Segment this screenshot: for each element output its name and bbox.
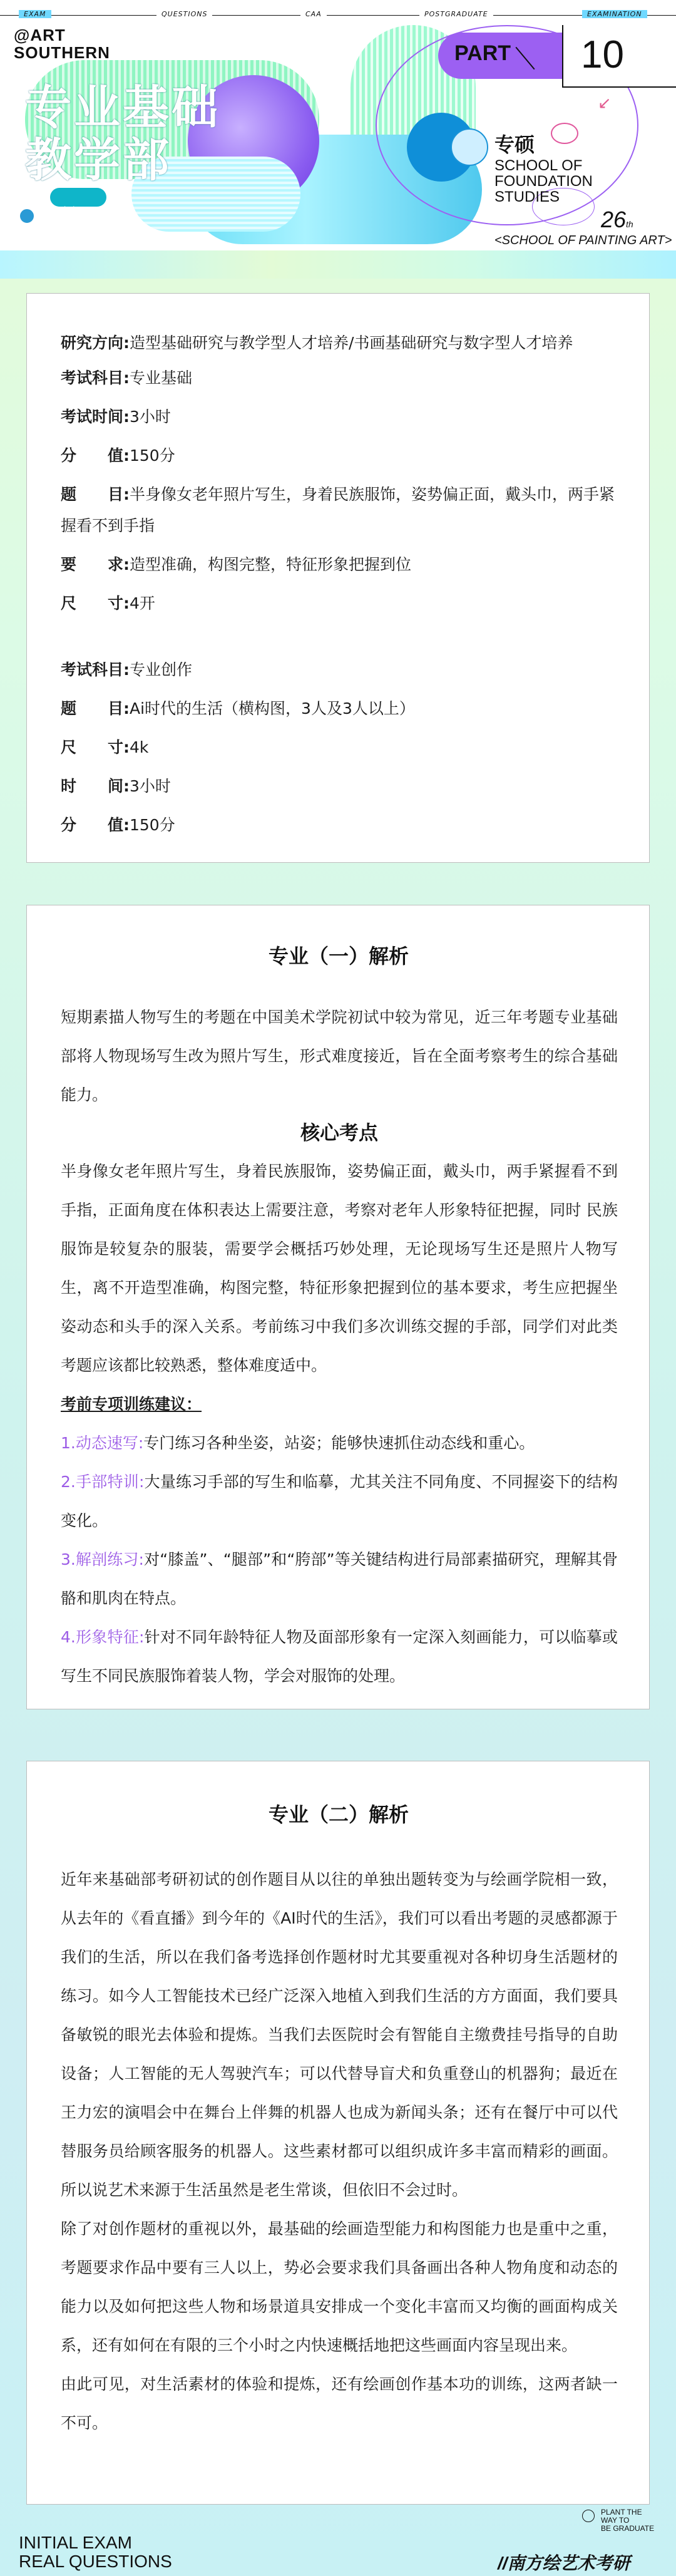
brand-line: @ART	[14, 26, 66, 44]
title-line: 专业基础	[25, 81, 220, 135]
school-name	[494, 158, 593, 205]
row-value: 4k	[130, 738, 149, 756]
brand-line: SOUTHERN	[14, 43, 110, 62]
row-value: 专业创作	[130, 661, 193, 679]
footer-small-line: BE GRADUATE	[601, 2524, 655, 2533]
row-label: 尺 寸:	[61, 594, 130, 612]
top-tag-bar	[0, 9, 676, 23]
row-value: 150分	[130, 446, 175, 465]
row-value: 造型基础研究与教学型人才培养/书画基础研究与数字型人才培养	[130, 334, 573, 352]
top-tag: CAA	[300, 10, 327, 18]
row-label: 分 值:	[61, 816, 130, 834]
header-banner	[0, 0, 676, 279]
footer-small-line: PLANT THE	[601, 2508, 642, 2517]
top-tag: POSTGRADUATE	[419, 10, 493, 18]
footer-line: INITIAL EXAM	[19, 2533, 133, 2552]
info-row	[61, 728, 618, 767]
page-title	[25, 81, 220, 187]
row-value: 专业基础	[130, 369, 193, 387]
info-row	[61, 545, 618, 584]
days-number: 26	[601, 207, 627, 232]
advice-label: 4.形象特征:	[61, 1628, 145, 1646]
info-row	[61, 806, 618, 845]
direction-row	[61, 327, 618, 359]
paragraph: 近年来基础部考研初试的创作题目从以往的单独出题转变为与绘画学院相一致，从去年的《看直播》到今年的《AI时代的生活》，我们可以看出考题的灵感都源于我们的生活，所以在我们备考选择创作题材时尤其要重视对各种切身生活题材的练习。如今人工智能技术已经广泛深入地植入到我们生活的方方面面，我们要具备敏锐的眼光去体验和提炼。当我们去医院时会有智能自主缴费挂号指导的自助设备；人工智能的无人驾驶汽车；可以代替导盲犬和负重登山的机器狗；最近在王力宏的演唱会中在舞台上伴舞的机器人也成为新闻头条；还有在餐厅中可以代替服务员给顾客服务的机器人。这些素材都可以组织成许多丰富而精彩的画面。所以说艺术来源于生活虽然是老生常谈，但依旧不会过时。	[61, 1870, 618, 2199]
logo-line: 绘梦南方	[41, 205, 79, 217]
info-row	[61, 689, 618, 728]
plant-icon	[582, 2510, 595, 2522]
part-label: PART	[454, 41, 511, 65]
analysis-two-card	[26, 1761, 650, 2505]
days-counter	[601, 207, 633, 233]
advice-item	[61, 1618, 618, 1696]
paragraph: 除了对创作题材的重视以外，最基础的绘画造型能力和构图能力也是重中之重，考题要求作品中要有三人以上，势必会要求我们具备画出各种人物角度和动态的能力以及如何把这些人物和场景道具安排成一个变化丰富而又均衡的画面构成关系，还有如何在有限的三个小时之内快速概括地把这些画面内容呈现出来。	[61, 2220, 618, 2354]
advice-item	[61, 1463, 618, 1540]
advice-title-text: 考前专项训练建议：	[61, 1395, 202, 1413]
advice-label: 2.手部特训:	[61, 1473, 145, 1491]
info-row	[61, 475, 618, 545]
row-value: Ai时代的生活（横构图，3人及3人以上）	[130, 699, 415, 718]
row-label: 题 目:	[61, 699, 130, 718]
advice-item	[61, 1424, 618, 1463]
row-label: 尺 寸:	[61, 738, 130, 756]
core-title: 核心考点	[300, 1122, 378, 1145]
analysis-one-body	[61, 998, 618, 1696]
section-title: 专业（二）解析	[268, 1803, 409, 1826]
program-label: 专硕	[494, 133, 535, 157]
advice-label: 3.解剖练习:	[61, 1550, 144, 1569]
analysis-two-body	[61, 1860, 618, 2443]
row-value: 3小时	[130, 777, 171, 795]
spacer	[61, 623, 618, 651]
row-value: 3小时	[130, 408, 171, 426]
row-label: 研究方向:	[61, 334, 130, 352]
spiral-icon	[551, 123, 578, 144]
row-label: 考试时间:	[61, 408, 130, 426]
row-value: 半身像女老年照片写生，身着民族服饰，姿势偏正面，戴头巾，两手紧握看不到手指	[61, 485, 615, 535]
logo-text	[41, 205, 79, 229]
row-value: 4开	[130, 594, 155, 612]
advice-text: 专门练习各种坐姿，站姿；能够快速抓住动态线和重心。	[143, 1434, 535, 1452]
advice-label: 1.动态速写:	[61, 1434, 144, 1452]
school-line: STUDIES	[494, 188, 560, 205]
info-row	[61, 359, 618, 398]
footer-small-line: WAY TO	[601, 2516, 630, 2525]
core-paragraph: 半身像女老年照片写生，身着民族服饰，姿势偏正面，戴头巾，两手紧握看不到手指，正面角度在体积表达上需要注意，考察对老年人形象特征把握，同时 民族服饰是较复杂的服装，需要学会概括巧妙处理，无论现场写生还是照片人物写生，离不开造型准确，构图完整，特征形象把握到位的基本要求，考生应把握坐姿动态和头手的深入关系。考前练习中我们多次训练交握的手部，同学们对此类考题应该都比较熟悉，整体难度适中。	[61, 1162, 618, 1374]
exam-info-list	[61, 327, 618, 845]
school-line: FOUNDATION	[494, 173, 593, 190]
advice-text: 针对不同年龄特征人物及面部形象有一定深入刻画能力，可以临摹或写生不同民族服饰着装人物，学会对服饰的处理。	[61, 1628, 618, 1685]
logo	[19, 203, 144, 240]
logo-line: 研路匠造	[41, 217, 79, 229]
advice-text: 对“膝盖”、“腿部”和“胯部”等关键结构进行局部素描研究，理解其骨骼和肌肉在特点。	[61, 1550, 618, 1607]
paragraph: 由此可见，对生活素材的体验和提炼，还有绘画创作基本功的训练，这两者缺一不可。	[61, 2375, 618, 2432]
days-unit: th	[626, 219, 633, 229]
section-title: 专业（一）解析	[268, 944, 409, 968]
top-tag: QUESTIONS	[156, 10, 212, 18]
footer-small-text	[601, 2508, 654, 2533]
footer-left	[19, 2533, 172, 2571]
info-row	[61, 436, 618, 475]
arrow-down-left-icon: ↙	[598, 94, 612, 113]
row-label: 分 值:	[61, 446, 130, 465]
row-value: 150分	[130, 816, 175, 834]
row-value: 造型准确，构图完整，特征形象把握到位	[130, 555, 412, 574]
analysis-one-card	[26, 905, 650, 1709]
advice-item	[61, 1540, 618, 1618]
school-of-painting: <SCHOOL OF PAINTING ART>	[494, 234, 672, 247]
info-row	[61, 767, 618, 806]
intro-paragraph: 短期素描人物写生的考题在中国美术学院初试中较为常见，近三年考题专业基础部将人物现场写生改为照片写生，形式难度接近，旨在全面考察考生的综合基础能力。	[61, 1008, 618, 1104]
row-label: 考试科目:	[61, 369, 130, 387]
title-line: 教学部	[25, 133, 172, 187]
top-tag: EXAMINATION	[582, 10, 647, 18]
advice-title	[61, 1385, 618, 1424]
header-gradient-band	[0, 250, 676, 279]
part-number: 10	[581, 33, 624, 76]
footer-brand: //南方绘艺术考研	[498, 2553, 630, 2573]
top-tag: EXAM	[19, 10, 51, 18]
row-label: 考试科目:	[61, 661, 130, 679]
row-label: 时 间:	[61, 777, 130, 795]
row-label: 题 目:	[61, 485, 130, 503]
advice-text: 大量练习手部的写生和临摹，尤其关注不同角度、不同握姿下的结构变化。	[61, 1473, 618, 1530]
logo-icon	[19, 208, 35, 224]
brand-mark	[14, 26, 110, 61]
school-line: SCHOOL OF	[494, 157, 583, 174]
exam-info-card	[26, 293, 650, 863]
footer-line: REAL QUESTIONS	[19, 2552, 172, 2571]
info-row	[61, 584, 618, 623]
info-row	[61, 398, 618, 436]
top-rule	[0, 15, 676, 16]
info-row	[61, 651, 618, 689]
row-label: 要 求:	[61, 555, 130, 574]
